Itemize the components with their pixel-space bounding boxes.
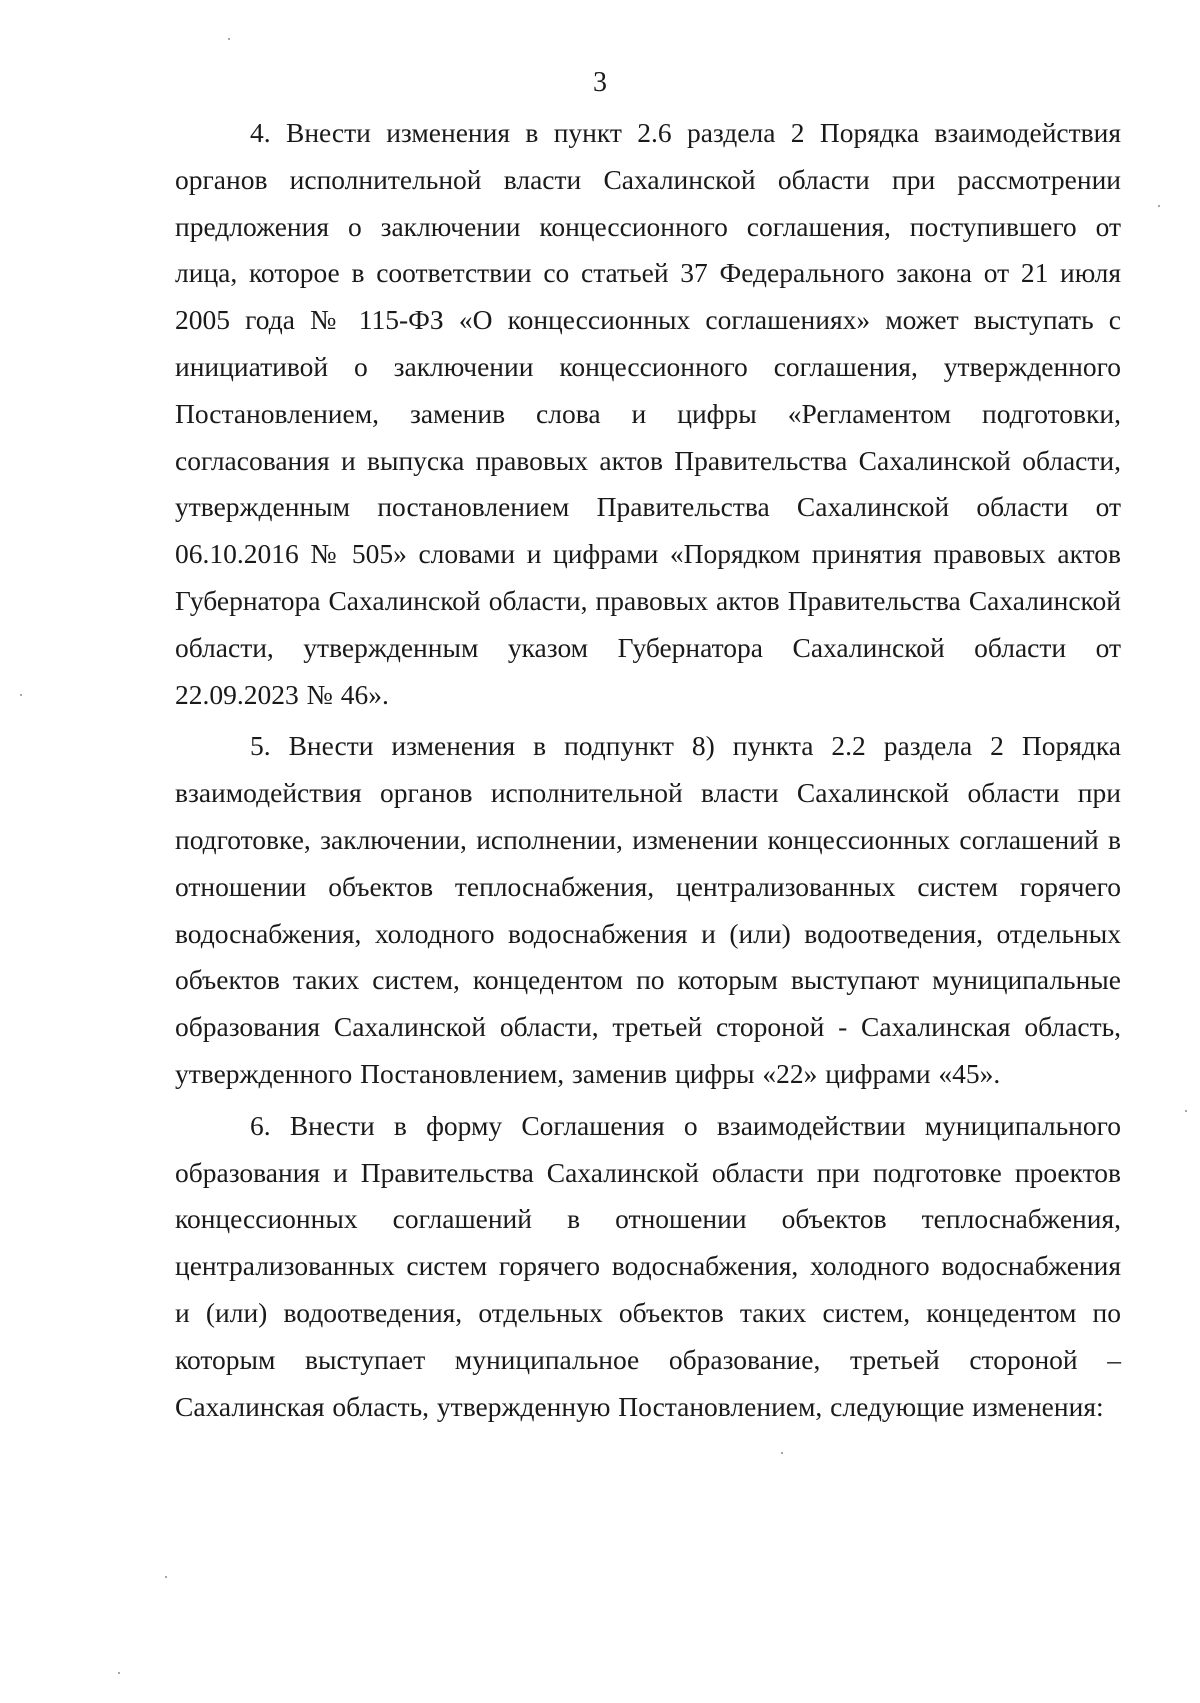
scan-speck (20, 694, 22, 696)
scan-speck (165, 1576, 167, 1578)
scan-speck (781, 1452, 783, 1454)
page-number: 3 (593, 67, 607, 98)
scan-speck (228, 38, 230, 40)
paragraph-item-5: 5. Внести изменения в подпункт 8) пункта 2.2 раздела 2 Порядка взаимодействия органов исполнительной власти Сахалинской области при подготовке, заключении, исполнении, изменении концессионных соглашений в отношении объектов теплоснабжения, централизованных систем горячего водоснабжения, холодного водоснабжения и (или) водоотведения, отдельных объектов таких систем, концедентом по которым выступают муниципальные образования Сахалинской области, третьей стороной - Сахалинская область, утвержденного Постановлением, заменив цифры «22» цифрами «45». (175, 730, 1121, 1089)
paragraph-item-6: 6. Внести в форму Соглашения о взаимодействии муниципального образования и Правительства Сахалинской области при подготовке проектов концессионных соглашений в отношении объектов теплоснабжения, централизованных систем горячего водоснабжения, холодного водоснабжения и (или) водоотведения, отдельных объектов таких систем, концедентом по которым выступает муниципальное образование, третьей стороной – Сахалинская область, утвержденную Постановлением, следующие изменения: (175, 1109, 1121, 1422)
scan-speck (118, 1672, 120, 1674)
paragraph-item-4: 4. Внести изменения в пункт 2.6 раздела 2 Порядка взаимодействия органов исполнительной власти Сахалинской области при рассмотрении предложения о заключении концессионного соглашения, поступившего от лица, которое в соответствии со статьей 37 Федерального закона от 21 июля 2005 года № 115-ФЗ «О концессионных соглашениях» может выступать с инициативой о заключении концессионного соглашения, утвержденного Постановлением, заменив слова и цифры «Регламентом подготовки, согласования и выпуска правовых актов Правительства Сахалинской области, утвержденным постановлением Правительства Сахалинской области от 06.10.2016 № 505» словами и цифрами «Порядком принятия правовых актов Губернатора Сахалинской области, правовых актов Правительства Сахалинской области, утвержденным указом Губернатора Сахалинской области от 22.09.2023 № 46». (175, 117, 1121, 710)
scan-speck (1158, 205, 1160, 207)
scan-speck (1185, 1110, 1187, 1112)
document-body (175, 110, 1121, 1435)
